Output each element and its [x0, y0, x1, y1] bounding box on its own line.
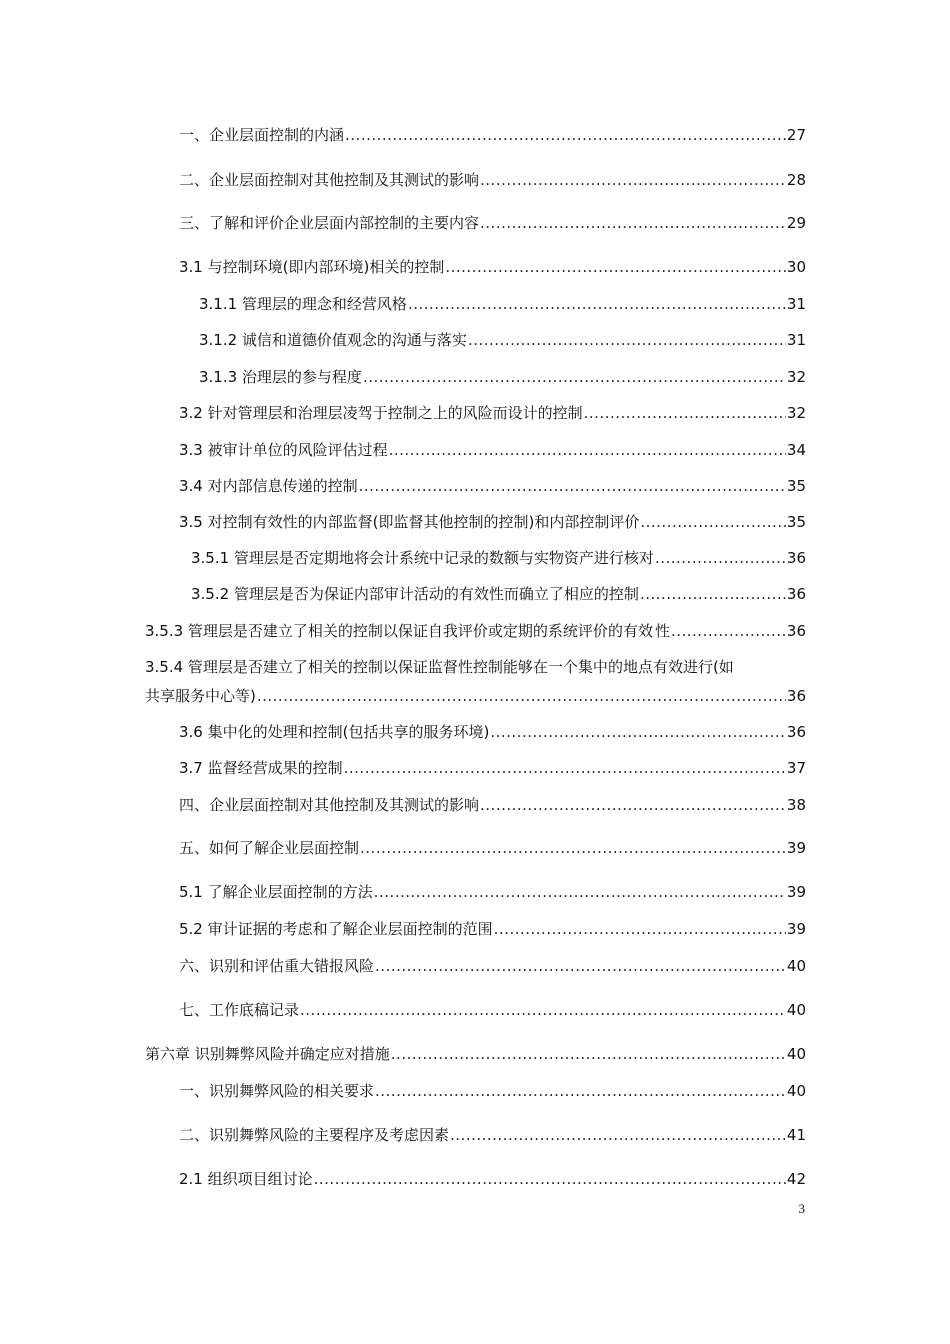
toc-entry-title: 七、工作底稿记录 — [179, 1001, 300, 1019]
toc-entry[interactable] — [179, 956, 806, 976]
toc-dot-leader — [359, 476, 786, 496]
toc-entry[interactable] — [179, 476, 806, 496]
toc-entry-title: 3.5.3 管理层是否建立了相关的控制以保证自我评价或定期的系统评价的有效 — [145, 622, 653, 640]
toc-dot-leader — [655, 548, 786, 568]
toc-entry-page: 36 — [786, 687, 806, 705]
toc-entry-title: 3.6 集中化的处理和控制(包括共享的服务环境) — [179, 723, 490, 741]
toc-dot-leader — [374, 882, 786, 902]
toc-entry[interactable] — [179, 1081, 806, 1101]
toc-entry-page: 28 — [786, 171, 806, 189]
toc-entry[interactable] — [179, 795, 806, 815]
toc-entry-page: 35 — [786, 513, 806, 531]
toc-entry-page: 37 — [786, 759, 806, 777]
toc-entry[interactable] — [179, 1000, 806, 1020]
toc-entry-page: 31 — [786, 295, 806, 313]
toc-entry-title: 一、识别舞弊风险的相关要求 — [179, 1082, 375, 1100]
toc-entry[interactable] — [199, 294, 806, 314]
toc-dot-leader — [490, 722, 786, 742]
toc-dot-leader — [389, 440, 786, 460]
toc-dot-leader — [494, 919, 786, 939]
toc-dot-leader — [468, 330, 786, 350]
toc-entry[interactable] — [179, 758, 806, 778]
toc-dot-leader — [391, 1044, 786, 1064]
toc-dot-leader — [640, 512, 786, 532]
toc-entry-title: 3.1 与控制环境(即内部环境)相关的控制 — [179, 258, 445, 276]
toc-entry-page: 40 — [786, 1045, 806, 1063]
toc-entry-title: 3.5 对控制有效性的内部监督(即监督其他控制的控制)和内部控制评价 — [179, 513, 640, 531]
toc-dot-leader — [300, 1000, 786, 1020]
toc-entry[interactable] — [191, 548, 806, 568]
toc-entry-title: 3.2 针对管理层和治理层凌驾于控制之上的风险而设计的控制 — [179, 404, 583, 422]
toc-entry[interactable] — [179, 213, 806, 233]
toc-entry-title: 共享服务中心等) — [145, 687, 256, 705]
toc-entry-page: 36 — [786, 723, 806, 741]
toc-entry-page: 40 — [786, 1001, 806, 1019]
toc-entry-page: 42 — [786, 1170, 806, 1188]
toc-dot-leader — [640, 584, 786, 604]
toc-entry-title: 3.3 被审计单位的风险评估过程 — [179, 441, 388, 459]
toc-entry[interactable] — [179, 512, 806, 532]
toc-entry-page: 41 — [786, 1126, 806, 1144]
toc-entry[interactable] — [179, 403, 806, 423]
toc-entry[interactable] — [179, 1125, 806, 1145]
toc-entry-title: 3.4 对内部信息传递的控制 — [179, 477, 358, 495]
toc-entry-page: 39 — [786, 920, 806, 938]
toc-entry-title: 第六章 识别舞弊风险并确定应对措施 — [145, 1045, 390, 1063]
toc-dot-leader — [408, 294, 786, 314]
toc-entry-first-line[interactable]: 3.5.4 管理层是否建立了相关的控制以保证监督性控制能够在一个集中的地点有效进行(如 — [145, 658, 734, 676]
toc-entry[interactable] — [179, 1169, 806, 1189]
toc-entry-title: 3.1.1 管理层的理念和经营风格 — [199, 295, 407, 313]
toc-entry-title: 3.5.1 管理层是否定期地将会计系统中记录的数额与实物资产进行核对 — [191, 549, 654, 567]
page-number: 3 — [798, 1201, 805, 1216]
toc-entry-title: 五、如何了解企业层面控制 — [179, 839, 360, 857]
toc-dot-leader — [450, 1125, 786, 1145]
toc-entry-page: 35 — [786, 477, 806, 495]
toc-dot-leader — [480, 795, 786, 815]
toc-entry[interactable] — [199, 367, 806, 387]
toc-entry[interactable] — [199, 330, 806, 350]
toc-entry-page: 34 — [786, 441, 806, 459]
toc-dot-leader — [345, 125, 786, 145]
toc-entry-page: 30 — [786, 258, 806, 276]
toc-entry[interactable] — [145, 686, 806, 706]
toc-dot-leader — [314, 1169, 786, 1189]
toc-dot-leader — [671, 621, 786, 641]
toc-entry[interactable] — [191, 584, 806, 604]
toc-entry[interactable] — [179, 722, 806, 742]
toc-dot-leader — [363, 367, 786, 387]
toc-dot-leader — [375, 956, 786, 976]
toc-entry-page: 36 — [786, 622, 806, 640]
toc-entry-title: 3.7 监督经营成果的控制 — [179, 759, 343, 777]
toc-entry-page: 31 — [786, 331, 806, 349]
toc-entry-page: 40 — [786, 1082, 806, 1100]
toc-dot-leader — [480, 213, 786, 233]
toc-entry-page: 36 — [786, 549, 806, 567]
toc-entry[interactable] — [179, 838, 806, 858]
toc-entry-title: 四、企业层面控制对其他控制及其测试的影响 — [179, 796, 480, 814]
toc-entry-title: 二、企业层面控制对其他控制及其测试的影响 — [179, 171, 480, 189]
toc-entry-page: 27 — [786, 126, 806, 144]
toc-entry-title: 5.2 审计证据的考虑和了解企业层面控制的范围 — [179, 920, 493, 938]
toc-entry-page: 38 — [786, 796, 806, 814]
toc-dot-leader — [257, 686, 786, 706]
toc-entry[interactable] — [179, 170, 806, 190]
toc-entry[interactable] — [179, 125, 806, 145]
toc-entry[interactable] — [179, 257, 806, 277]
toc-dot-leader — [445, 257, 786, 277]
toc-entry[interactable] — [179, 440, 806, 460]
toc-entry[interactable] — [179, 882, 806, 902]
toc-entry-page: 32 — [786, 368, 806, 386]
toc-dot-leader — [480, 170, 786, 190]
toc-entry-title: 二、识别舞弊风险的主要程序及考虑因素 — [179, 1126, 450, 1144]
toc-entry-title: 六、识别和评估重大错报风险 — [179, 957, 375, 975]
toc-entry[interactable] — [145, 621, 806, 641]
toc-dot-leader — [344, 758, 786, 778]
toc-dot-leader — [360, 838, 786, 858]
toc-dot-leader — [584, 403, 786, 423]
toc-entry-page: 39 — [786, 839, 806, 857]
toc-entry-page: 40 — [786, 957, 806, 975]
toc-entry-title: 2.1 组织项目组讨论 — [179, 1170, 313, 1188]
toc-entry-title: 5.1 了解企业层面控制的方法 — [179, 883, 373, 901]
toc-entry-title: 三、了解和评价企业层面内部控制的主要内容 — [179, 214, 480, 232]
toc-entry-page: 32 — [786, 404, 806, 422]
toc-entry-title: 一、企业层面控制的内涵 — [179, 126, 345, 144]
toc-entry[interactable] — [179, 919, 806, 939]
toc-entry-page: 29 — [786, 214, 806, 232]
toc-entry-page: 36 — [786, 585, 806, 603]
toc-entry-title: 3.1.3 治理层的参与程度 — [199, 368, 362, 386]
toc-entry[interactable] — [145, 1044, 806, 1064]
toc-entry-title: 3.1.2 诚信和道德价值观念的沟通与落实 — [199, 331, 467, 349]
toc-entry-title-tail: 性 — [654, 622, 670, 640]
toc-dot-leader — [375, 1081, 786, 1101]
toc-entry-page: 39 — [786, 883, 806, 901]
toc-entry-title: 3.5.2 管理层是否为保证内部审计活动的有效性而确立了相应的控制 — [191, 585, 639, 603]
